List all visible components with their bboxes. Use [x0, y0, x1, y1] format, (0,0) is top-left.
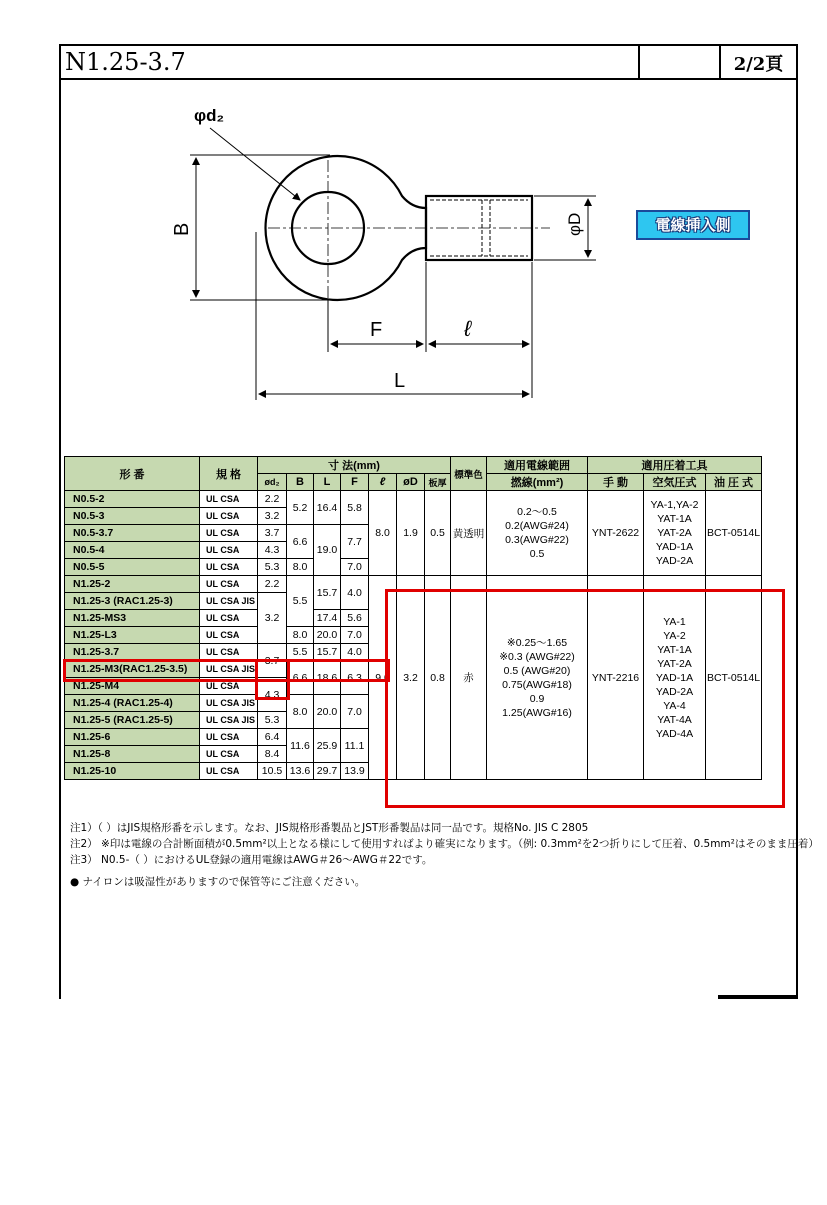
air-tool-cell [644, 491, 706, 576]
d2-cell: 5.3 [258, 559, 287, 576]
model-cell: N1.25-8 [65, 746, 200, 763]
b-cell: 8.0 [287, 559, 314, 576]
l-cell: 18.6 [314, 661, 341, 695]
model-cell: N0.5-4 [65, 542, 200, 559]
model-cell: N0.5-3 [65, 508, 200, 525]
wire-item: ※0.3 (AWG#22) [499, 650, 575, 663]
air-tool: YAT-4A [657, 713, 692, 726]
l-cell: 19.0 [314, 525, 341, 576]
note-4: ● ナイロンは吸湿性がありますので保管等にご注意ください。 [70, 876, 366, 888]
model-cell: N0.5-3.7 [65, 525, 200, 542]
std-cell: UL CSA [200, 491, 258, 508]
highlight-row-box [63, 659, 390, 682]
d2-cell: 6.4 [258, 729, 287, 746]
note-1: 注1）（ ）はJIS規格形番を示します。なお、JIS規格形番製品とJST形番製品は同一品です。規格No. JIS C 2805 [70, 822, 589, 834]
std-cell: UL CSA [200, 746, 258, 763]
head-hyd: 油 圧 式 [706, 474, 762, 491]
model-cell: N1.25-M4 [65, 678, 200, 695]
l-small-cell: 8.0 [369, 491, 397, 576]
std-cell: UL CSA JIS [200, 695, 258, 712]
b-cell: 5.5 [287, 644, 314, 661]
note-2: 注2） ※印は電線の合計断面積が0.5mm²以上となる様にして使用すればより確実になります。（例: 0.3mm²を2つ折りにして圧着、0.5mm²はそのまま圧着） [70, 838, 819, 850]
model-cell: N1.25-4 (RAC1.25-4) [65, 695, 200, 712]
model-cell: N1.25-MS3 [65, 610, 200, 627]
std-cell: UL CSA [200, 559, 258, 576]
std-cell: UL CSA [200, 542, 258, 559]
f-cell: 11.1 [341, 729, 369, 763]
b-cell: 6.6 [287, 525, 314, 559]
dim-label-l: L [394, 370, 406, 392]
air-tool: YAT-1A [657, 643, 692, 656]
wire-item: 1.25(AWG#16) [502, 706, 572, 719]
head-manual: 手 動 [588, 474, 644, 491]
b-cell: 6.6 [287, 661, 314, 695]
head-f: F [341, 474, 369, 491]
color-cell: 黄透明 [451, 491, 487, 576]
dim-label-d2: φd₂ [194, 106, 225, 125]
d2-cell: 3.2 [258, 593, 287, 644]
std-cell: UL CSA [200, 508, 258, 525]
wire-item: 0.2(AWG#24) [505, 520, 569, 532]
f-cell: 5.8 [341, 491, 369, 525]
d2-cell: 3.2 [258, 508, 287, 525]
f-cell: 7.0 [341, 627, 369, 644]
f-cell: 7.7 [341, 525, 369, 559]
head-color: 標準色 [451, 457, 487, 491]
wire-item: 0.9 [529, 692, 545, 705]
bottom-rule [718, 995, 796, 999]
thickness-cell: 0.8 [425, 576, 451, 780]
b-cell: 8.0 [287, 627, 314, 644]
head-l-small: ℓ [369, 474, 397, 491]
model-cell: N1.25-M3(RAC1.25-3.5) [65, 661, 200, 678]
d2-cell: 3.7 [258, 644, 287, 678]
model-cell: N1.25-5 (RAC1.25-5) [65, 712, 200, 729]
l-cell: 17.4 [314, 610, 341, 627]
d-cell: 3.2 [397, 576, 425, 780]
notes [70, 820, 819, 890]
d2-cell: 4.3 [258, 542, 287, 559]
std-cell: UL CSA [200, 610, 258, 627]
l-cell: 20.0 [314, 695, 341, 729]
d2-cell: 8.4 [258, 746, 287, 763]
wire-range: 0.2～0.5 [517, 506, 557, 518]
dim-label-l-small: ℓ [464, 316, 472, 341]
b-cell: 8.0 [287, 695, 314, 729]
air-tool: YA-2 [663, 629, 686, 642]
wire-item: 0.5 [529, 548, 545, 560]
manual-tool-cell: YNT-2622 [588, 491, 644, 576]
air-tool: YAD-1A [655, 541, 694, 553]
std-cell: UL CSA JIS [200, 712, 258, 729]
air-tool: YAD-4A [655, 727, 694, 740]
dim-label-b: B [171, 222, 193, 236]
head-model: 形 番 [65, 457, 200, 491]
d2-cell: 4.3 [258, 678, 287, 712]
highlight-d2-box [255, 659, 290, 700]
wire-cell [487, 491, 588, 576]
f-cell: 5.6 [341, 610, 369, 627]
std-cell: UL CSA [200, 763, 258, 780]
f-cell: 4.0 [341, 644, 369, 661]
d2-cell: 3.7 [258, 525, 287, 542]
dim-label-d: φD [565, 212, 584, 236]
std-cell: UL CSA [200, 627, 258, 644]
l-cell: 29.7 [314, 763, 341, 780]
wire-insertion-side-tag: 電線挿入側 [636, 210, 750, 240]
model-cell: N1.25-3 (RAC1.25-3) [65, 593, 200, 610]
b-cell: 5.2 [287, 491, 314, 525]
std-cell: UL CSA [200, 729, 258, 746]
head-d: øD [397, 474, 425, 491]
model-cell: N1.25-2 [65, 576, 200, 593]
l-cell: 15.7 [314, 644, 341, 661]
d2-cell: 2.2 [258, 576, 287, 593]
std-cell: UL CSA [200, 525, 258, 542]
hyd-tool-cell: BCT-0514L [706, 576, 762, 780]
l-cell: 15.7 [314, 576, 341, 610]
head-d2: ød₂ [258, 474, 287, 491]
d2-cell: 5.3 [258, 712, 287, 729]
air-tool: YAT-2A [657, 657, 692, 670]
air-tool: YAT-2A [657, 527, 692, 539]
head-thickness: 板厚 [425, 474, 451, 491]
wire-range: ※0.25～1.65 [506, 636, 568, 649]
f-cell: 7.0 [341, 695, 369, 729]
head-l: L [314, 474, 341, 491]
b-cell: 11.6 [287, 729, 314, 763]
head-wire-sub: 撚線(mm²) [487, 474, 588, 491]
air-tool: YAD-2A [655, 685, 694, 698]
d-cell: 1.9 [397, 491, 425, 576]
air-tool: YA-1,YA-2 [650, 499, 699, 511]
model-cell: N1.25-6 [65, 729, 200, 746]
head-b: B [287, 474, 314, 491]
manual-tool-cell: YNT-2216 [588, 576, 644, 780]
std-cell: UL CSA [200, 678, 258, 695]
std-cell: UL CSA [200, 576, 258, 593]
l-cell: 20.0 [314, 627, 341, 644]
note-3: 注3） N0.5-（ ）におけるUL登録の適用電線はAWG＃26～AWG＃22です。 [70, 854, 433, 866]
air-tool: YAD-1A [655, 671, 694, 684]
l-small-cell: 9.0 [369, 576, 397, 780]
model-cell: N1.25-10 [65, 763, 200, 780]
head-wire: 適用電線範囲 [487, 457, 588, 474]
d2-cell: 10.5 [258, 763, 287, 780]
model-cell: N0.5-2 [65, 491, 200, 508]
color-cell: 赤 [451, 576, 487, 780]
dim-label-f: F [370, 319, 383, 341]
std-cell: UL CSA JIS [200, 593, 258, 610]
model-cell: N1.25-3.7 [65, 644, 200, 661]
f-cell: 6.3 [341, 661, 369, 695]
head-dims: 寸 法(mm) [258, 457, 451, 474]
l-cell: 25.9 [314, 729, 341, 763]
air-tool: YAT-1A [657, 513, 692, 525]
head-tool: 適用圧着工具 [588, 457, 762, 474]
f-cell: 4.0 [341, 576, 369, 610]
head-air: 空気圧式 [644, 474, 706, 491]
d2-cell: 2.2 [258, 491, 287, 508]
highlight-spec-box [385, 589, 785, 808]
wire-item: 0.75(AWG#18) [502, 678, 572, 691]
head-std: 規 格 [200, 457, 258, 491]
std-cell: UL CSA [200, 644, 258, 661]
model-cell: N1.25-L3 [65, 627, 200, 644]
wire-item: 0.3(AWG#22) [505, 534, 569, 546]
f-cell: 7.0 [341, 559, 369, 576]
thickness-cell: 0.5 [425, 491, 451, 576]
std-cell: UL CSA JIS [200, 661, 258, 678]
air-tool: YA-1 [663, 615, 686, 628]
air-tool: YA-4 [663, 699, 686, 712]
l-cell: 16.4 [314, 491, 341, 525]
b-cell: 5.5 [287, 576, 314, 627]
hyd-tool-cell: BCT-0514L [706, 491, 762, 576]
air-tool: YAD-2A [655, 555, 694, 567]
model-cell: N0.5-5 [65, 559, 200, 576]
wire-item: 0.5 (AWG#20) [503, 664, 571, 677]
b-cell: 13.6 [287, 763, 314, 780]
f-cell: 13.9 [341, 763, 369, 780]
page-number: 2/2頁 [733, 54, 784, 75]
page-title: N1.25-3.7 [65, 48, 186, 76]
